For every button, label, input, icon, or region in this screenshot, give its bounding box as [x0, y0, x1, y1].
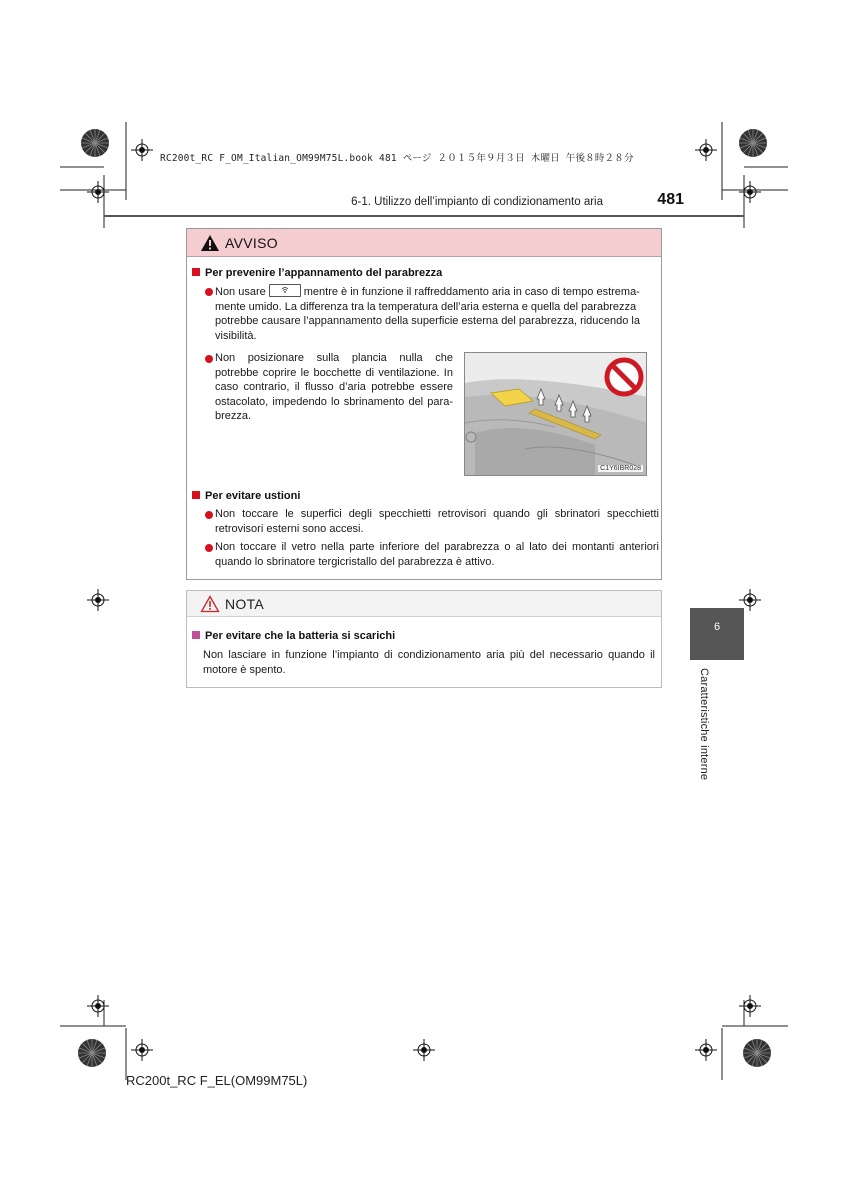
- dashboard-drawing: [465, 353, 647, 476]
- footer-model-code: RC200t_RC F_EL(OM99M75L): [126, 1073, 308, 1088]
- bullet-icon: [205, 511, 213, 519]
- bullet-icon: [205, 288, 213, 296]
- list-item: Non posizionare sulla plancia nulla che potrebbe coprire le bocchette di ventilazione. In caso contrario, il flusso d’aria potrebbe essere ostacolato, impedendo lo sbrinamento del para- brezza.: [215, 352, 453, 422]
- section-heading: Per evitare ustioni: [192, 490, 300, 502]
- list-item: Non toccare il vetro nella parte inferiore del parabrezza o al lato dei montanti anteriori quando lo sbrinatore tergicristallo del parabrezza è attivo.: [215, 541, 659, 568]
- warning-header: [187, 229, 661, 257]
- square-bullet-icon: [192, 491, 200, 499]
- note-header: [187, 591, 661, 617]
- list-item: Non toccare le superfici degli specchietti retrovisori quando gli sbrinatori specchietti retrovisori esterni sono accesi.: [215, 508, 659, 535]
- page-number: 481: [657, 191, 684, 208]
- fan-button-icon: [269, 284, 301, 297]
- figure-code: C1Y6IBR028: [600, 465, 641, 472]
- print-job-header: RC200t_RC F_OM_Italian_OM99M75L.book 481 ページ ２０１５年９月３日 木曜日 午後８時２８分: [160, 153, 634, 164]
- bullet-icon: [205, 355, 213, 363]
- caution-triangle-icon: [200, 595, 220, 613]
- prohibition-icon: [607, 360, 641, 394]
- square-bullet-icon: [192, 631, 200, 639]
- warning-triangle-icon: [200, 234, 220, 252]
- running-section-title: 6-1. Utilizzo dell’impianto di condizionamento aria: [351, 196, 603, 208]
- warning-label: AVVISO: [225, 235, 278, 251]
- note-text: Non lasciare in funzione l’impianto di condizionamento aria più del necessario quando il motore è spento.: [203, 649, 655, 676]
- chapter-tab: [690, 608, 744, 660]
- bullet-icon: [205, 544, 213, 552]
- chapter-title: Caratteristiche interne: [698, 668, 710, 781]
- section-heading: Per prevenire l’appannamento del parabrezza: [192, 267, 442, 279]
- note-label: NOTA: [225, 596, 265, 612]
- chapter-number: 6: [713, 621, 721, 633]
- list-item: Non usare mentre è in funzione il raffreddamento aria in caso di tempo estrema- mente umido. La differenza tra la temperatura dell’aria esterna e quella del parabrezza potrebbe causare l’appannamento della superficie esterna del parabrezza, riducendo la visibilità.: [215, 286, 640, 342]
- dashboard-illustration: [464, 352, 647, 476]
- square-bullet-icon: [192, 268, 200, 276]
- note-box: [186, 590, 662, 688]
- header-rule: [104, 215, 744, 217]
- note-heading: Per evitare che la batteria si scarichi: [192, 630, 395, 642]
